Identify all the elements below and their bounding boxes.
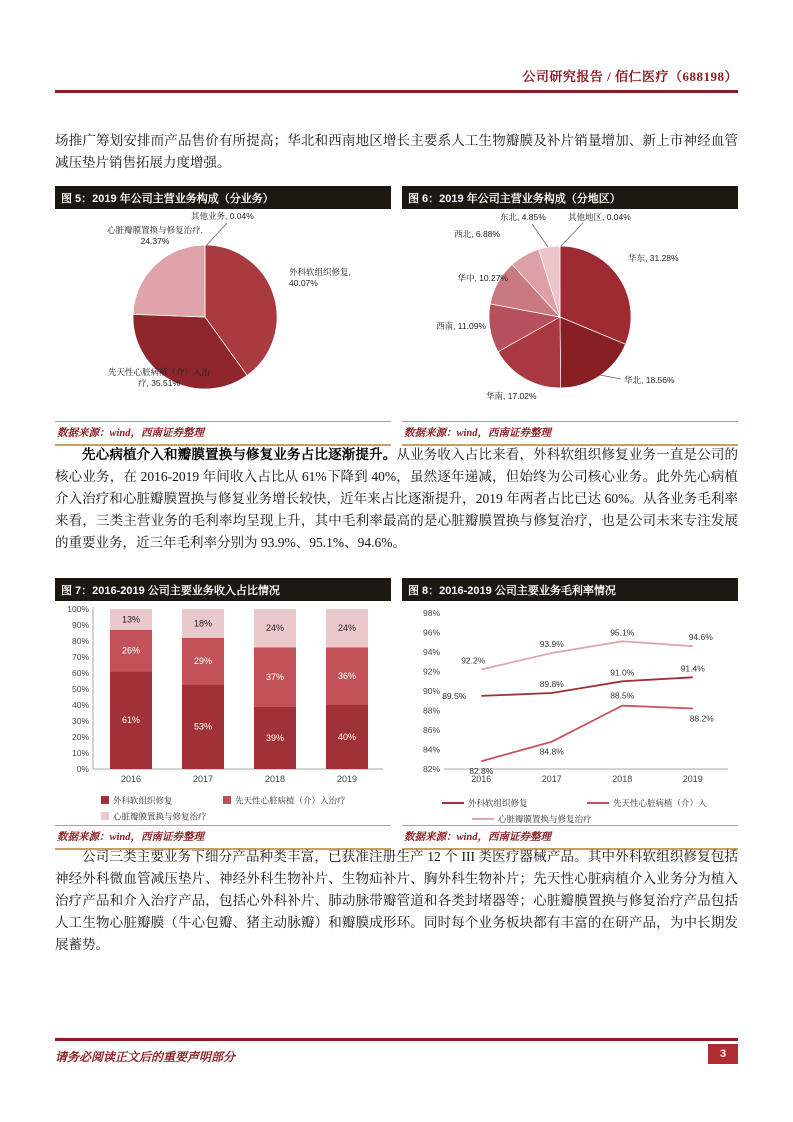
svg-text:96%: 96% <box>422 627 440 638</box>
svg-text:50%: 50% <box>71 684 89 694</box>
svg-text:89.8%: 89.8% <box>539 678 564 689</box>
footer-disclaimer: 请务必阅读正文后的重要声明部分 <box>55 1050 236 1064</box>
svg-text:90%: 90% <box>422 686 440 696</box>
figure-6-source: 数据来源：wind，西南证券整理 <box>402 421 738 446</box>
svg-text:2017: 2017 <box>541 774 562 784</box>
pie-slice-label: 西北, 6.88% <box>454 229 500 239</box>
svg-text:95.1%: 95.1% <box>610 627 635 638</box>
figure-8 <box>402 578 738 850</box>
svg-text:92.2%: 92.2% <box>461 655 486 666</box>
footer-divider <box>55 1038 738 1041</box>
pie-slice-label: 心脏瓣膜置换与修复治疗, 24.37% <box>107 225 203 247</box>
figure-7-source: 数据来源：wind，西南证券整理 <box>55 825 391 850</box>
paragraph-intro: 场推广筹划安排而产品售价有所提高；华北和西南地区增长主要系人工生物瓣膜及补片销量增加、新上市神经血管减压垫片销售拓展力度增强。 <box>55 133 738 170</box>
svg-text:2017: 2017 <box>192 774 214 784</box>
svg-text:53%: 53% <box>193 721 213 732</box>
svg-text:88%: 88% <box>422 705 440 716</box>
svg-text:2018: 2018 <box>612 774 633 784</box>
figure-5 <box>55 186 391 446</box>
pie-slice-label: 其他地区, 0.04% <box>568 212 631 222</box>
svg-text:88.2%: 88.2% <box>689 713 714 724</box>
pie-slice-label: 华中, 10.27% <box>457 273 508 283</box>
svg-text:心脏瓣膜置换与修复治疗: 心脏瓣膜置换与修复治疗 <box>113 811 207 822</box>
svg-text:20%: 20% <box>71 732 89 742</box>
svg-text:2016: 2016 <box>471 774 492 784</box>
pie-slice-label: 东北, 4.85% <box>500 212 546 222</box>
svg-text:89.5%: 89.5% <box>442 690 467 701</box>
pie-slice-label: 西南, 11.09% <box>436 321 486 331</box>
svg-text:84.8%: 84.8% <box>539 746 564 757</box>
svg-text:24%: 24% <box>265 623 285 634</box>
figure-row-2 <box>55 578 738 850</box>
svg-text:26%: 26% <box>121 645 141 656</box>
svg-text:2016: 2016 <box>120 774 142 784</box>
figure-6-title: 图 6：2019 年公司主营业务构成（分地区） <box>402 186 738 209</box>
svg-text:2019: 2019 <box>336 774 358 784</box>
pie-slice-label: 华东, 31.28% <box>628 253 679 263</box>
svg-text:2018: 2018 <box>264 774 286 784</box>
figure-7 <box>55 578 391 850</box>
figure-6 <box>402 186 738 446</box>
svg-text:88.5%: 88.5% <box>610 690 635 701</box>
svg-text:外科软组织修复: 外科软组织修复 <box>468 798 528 808</box>
figure-5-pie-chart <box>55 209 391 421</box>
svg-text:80%: 80% <box>71 636 89 646</box>
paragraph-products: 公司三类主要业务下细分产品种类丰富，已获准注册生产 12 个 III 类医疗器械产品。其中外科软组织修复包括神经外科微血管减压垫片、神经外科生物补片、生物疝补片、胸外科生物补片；先天性心脏病植介入业务分为植入治疗产品和介入治疗产品，包括心外科补片、肺动脉带瓣管道和各类封堵器等；心脏瓣膜置换与修复治疗产品包括人工生物心脏瓣膜（牛心包瓣、猪主动脉瓣）和瓣膜成形环。同时每个业务板块都有丰富的在研产品，为中长期发展蓄势。 <box>55 849 738 952</box>
pie-slice-label: 先天性心脏病植（介）入治疗, 35.51% <box>107 367 210 389</box>
svg-text:2019: 2019 <box>682 774 703 784</box>
fig8-line-svg <box>402 601 738 825</box>
svg-text:心脏瓣膜置换与修复治疗: 心脏瓣膜置换与修复治疗 <box>498 814 592 824</box>
figure-8-title: 图 8：2016-2019 公司主要业务毛利率情况 <box>402 578 738 601</box>
figure-5-title: 图 5：2019 年公司主营业务构成（分业务） <box>55 186 391 209</box>
paragraph-analysis <box>55 444 738 554</box>
svg-text:82.8%: 82.8% <box>469 766 494 777</box>
figure-7-title: 图 7：2016-2019 公司主要业务收入占比情况 <box>55 578 391 601</box>
svg-text:13%: 13% <box>121 614 141 625</box>
svg-text:0%: 0% <box>76 764 89 774</box>
svg-text:61%: 61% <box>121 715 141 726</box>
pie-slice-label: 外科软组织修复, 40.07% <box>289 267 351 289</box>
svg-text:先天性心脏病植（介）入治疗: 先天性心脏病植（介）入治疗 <box>235 795 346 806</box>
svg-text:36%: 36% <box>337 671 357 682</box>
svg-text:92%: 92% <box>422 666 440 677</box>
svg-text:18%: 18% <box>193 618 213 629</box>
paragraph-analysis-text: 从业务收入占比来看，外科软组织修复业务一直是公司的核心业务，在 2016-2019 年间收入占比从 61%下降到 40%，虽然逐年递减，但始终为公司核心业务。此外先心病植介入治疗和心脏瓣膜置换与修复业务增长较快，近年来占比逐渐提升，2019 年两者占比已达 60%。从各业务毛利率来看，三类主营业务的毛利率均呈现上升，其中毛利率最高的是心脏瓣膜置换与修复治疗，也是公司未来专注发展的重要业务，近三年毛利率分别为 93.9%、95.1%、94.6%。 <box>55 447 739 550</box>
svg-text:94.6%: 94.6% <box>688 632 713 643</box>
figure-7-stacked-bar-chart <box>55 601 391 825</box>
svg-text:60%: 60% <box>71 668 89 678</box>
svg-text:100%: 100% <box>67 604 89 614</box>
svg-text:30%: 30% <box>71 716 89 726</box>
svg-text:84%: 84% <box>422 744 440 755</box>
svg-text:24%: 24% <box>337 623 357 634</box>
svg-text:40%: 40% <box>71 700 89 710</box>
svg-text:91.4%: 91.4% <box>680 663 705 674</box>
figure-row-1 <box>55 186 738 446</box>
svg-text:90%: 90% <box>71 620 89 630</box>
figure-5-source: 数据来源：wind，西南证券整理 <box>55 421 391 446</box>
svg-text:10%: 10% <box>71 748 89 758</box>
report-header-title: 公司研究报告 / 佰仁医疗（688198） <box>522 69 738 84</box>
svg-text:29%: 29% <box>193 656 213 666</box>
svg-text:40%: 40% <box>337 732 357 742</box>
svg-text:37%: 37% <box>265 672 285 682</box>
fig7-bar-svg <box>55 601 391 825</box>
page-number-badge: 3 <box>708 1044 738 1064</box>
figure-8-line-chart <box>402 601 738 825</box>
svg-text:82%: 82% <box>422 764 440 774</box>
figure-8-source: 数据来源：wind，西南证券整理 <box>402 825 738 850</box>
pie-slice-label: 其他业务, 0.04% <box>191 211 254 221</box>
svg-text:外科软组织修复: 外科软组织修复 <box>113 795 173 806</box>
svg-text:98%: 98% <box>422 608 440 618</box>
svg-text:93.9%: 93.9% <box>539 638 564 649</box>
svg-text:先天性心脏病植（介）入: 先天性心脏病植（介）入 <box>613 798 707 808</box>
figure-6-pie-chart <box>402 209 738 421</box>
pie-slice-label: 华北, 18.56% <box>624 375 675 385</box>
header-divider <box>55 90 738 93</box>
fig6-pie-svg <box>402 209 738 421</box>
svg-text:91.0%: 91.0% <box>610 667 635 678</box>
pie-slice-label: 华南, 17.02% <box>486 391 537 401</box>
svg-text:39%: 39% <box>265 732 285 743</box>
svg-text:86%: 86% <box>422 725 440 735</box>
svg-text:70%: 70% <box>71 652 89 662</box>
paragraph-lead-bold: 先心病植介入和瓣膜置换与修复业务占比逐渐提升。 <box>82 447 397 462</box>
fig5-pie-svg <box>55 209 391 421</box>
svg-text:94%: 94% <box>422 647 440 657</box>
